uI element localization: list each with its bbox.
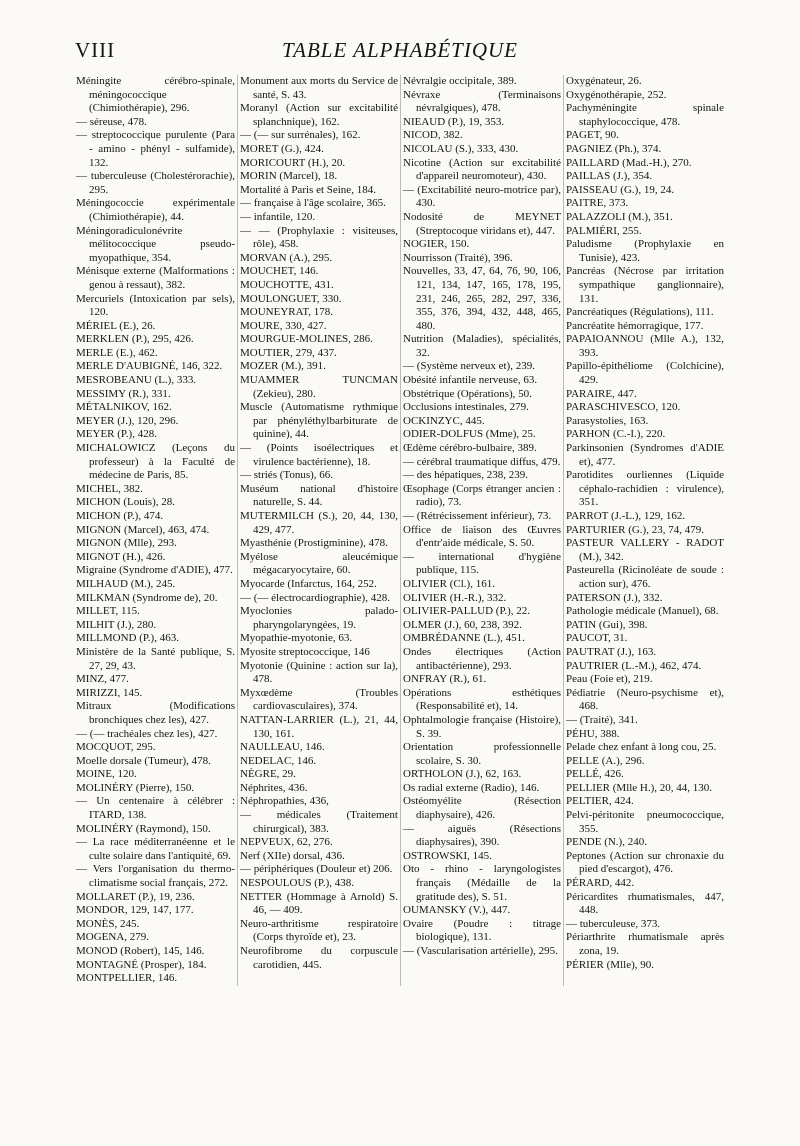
- index-entry: — (Rétrécissement inférieur), 73.: [403, 510, 552, 522]
- index-entry: Neuro-arthritisme respiratoire (Corps thyroïde et), 23.: [240, 917, 398, 944]
- index-entry: Ovaire (Poudre : titrage biologique), 131.: [403, 917, 561, 944]
- index-entry: — cérébral traumatique diffus, 479.: [403, 455, 561, 468]
- index-entry: Moranyl (Action sur excitabilité splanchnique), 162.: [240, 102, 398, 128]
- index-entry: — (Excitabilité neuro-motrice par), 430.: [403, 183, 561, 210]
- index-entry: ONFRAY (R.), 61.: [403, 673, 487, 686]
- page-number: VIII: [75, 38, 116, 62]
- index-entry: MIRIZZI, 145.: [76, 686, 143, 699]
- index-entry: Péricardites rhumatismales, 447, 448.: [566, 890, 724, 917]
- index-entry: MIGNON (Mlle), 293.: [76, 537, 177, 550]
- index-entry: Oto - rhino - laryngologistes français (Médaille de la gratitude des), S. 51.: [403, 863, 561, 903]
- index-entry: — — (Prophylaxie : visiteuses, rôle), 458.: [240, 224, 398, 251]
- index-entry: PAGET, 90.: [566, 129, 619, 142]
- index-entry: PAUTRAT (J.), 163.: [566, 645, 657, 658]
- index-entry: NOGIER, 150.: [403, 238, 470, 251]
- index-entry: Pancréas (Nécrose par irritation sympathique ganglionnaire), 131.: [566, 265, 724, 305]
- index-entry: — séreuse, 478.: [76, 115, 147, 128]
- index-entry: — (Vascularisation artérielle), 295.: [403, 945, 558, 957]
- index-entry: — médicales (Traitement chirurgical), 383.: [240, 809, 398, 835]
- index-entry: Paludisme (Prophylaxie en Tunisie), 423.: [566, 238, 724, 264]
- index-entry: Nerf (XIIe) dorsal, 436.: [240, 849, 345, 862]
- index-entry: OCKINZYC, 445.: [403, 414, 485, 427]
- index-entry: Nodosité de MEYNET (Streptocoque viridans et), 447.: [403, 210, 561, 237]
- index-entry: OLIVIER (H.-R.), 332.: [403, 591, 507, 604]
- index-entry: OUMANSKY (V.), 447.: [403, 904, 511, 917]
- index-entry: Neurofibrome du corpuscule carotidien, 445.: [240, 945, 398, 971]
- index-entry: MOUTIER, 279, 437.: [240, 346, 337, 359]
- index-entry: MONDOR, 129, 147, 177.: [76, 904, 194, 917]
- index-entry: — tuberculeuse, 373.: [566, 917, 661, 930]
- index-entry: PASTEUR VALLERY - RADOT (M.), 342.: [566, 537, 724, 563]
- index-entry: MILLMOND (P.), 463.: [76, 632, 179, 645]
- index-entry: Myélose aleucémique mégacaryocytaire, 60.: [240, 550, 398, 577]
- index-entry: Nouvelles, 33, 47, 64, 76, 90, 106, 121, 134, 147, 165, 178, 195, 231, 246, 265, 282, 297, 336, 355, 376, 394, 432, 448, 465, 480.: [403, 265, 561, 332]
- index-entry: PÉHU, 388.: [566, 727, 620, 740]
- index-entry: MICHALOWICZ (Leçons du professeur) à la Faculté de médecine de Paris, 85.: [76, 442, 235, 482]
- index-entry: Pelade chez enfant à long cou, 25.: [566, 741, 717, 754]
- index-entry: MIGNOT (H.), 426.: [76, 550, 166, 563]
- index-entry: PAILLARD (Mad.-H.), 270.: [566, 156, 692, 169]
- index-entry: Parkinsonien (Syndromes d'ADIE et), 477.: [566, 442, 724, 468]
- index-entry: Ophtalmologie française (Histoire), S. 39.: [403, 713, 561, 740]
- index-entry: Peptones (Action sur chronaxie du pied d'escargot), 476.: [566, 849, 724, 876]
- index-entry: Pédiatrie (Neuro-psychisme et), 468.: [566, 686, 724, 713]
- index-entry: Névraxe (Terminaisons névralgiques), 478.: [403, 88, 561, 115]
- index-entry: Muscle (Automatisme rythmique par phényléthylbarbiturate de quinine), 44.: [240, 401, 398, 441]
- index-entry: MOURE, 330, 427.: [240, 319, 327, 332]
- index-entry: Muséum national d'histoire naturelle, S. 44.: [240, 482, 398, 509]
- index-entry: Mortalité à Paris et Seine, 184.: [240, 183, 376, 196]
- index-entry: PAISSEAU (G.), 19, 24.: [566, 183, 675, 196]
- index-entry: Monument aux morts du Service de santé, S. 43.: [240, 75, 398, 101]
- index-entry: MOINE, 120.: [76, 768, 137, 781]
- index-entry: Pasteurella (Ricinoléate de soude : action sur), 476.: [566, 564, 724, 590]
- index-entry: PENDE (N.), 240.: [566, 836, 647, 849]
- index-entry: MESROBEANU (L.), 333.: [76, 374, 197, 387]
- index-entry: PELLÉ, 426.: [566, 768, 624, 781]
- index-entry: NEPVEUX, 62, 276.: [240, 836, 333, 849]
- index-entry: MOULONGUET, 330.: [240, 292, 342, 305]
- index-entry: MOCQUOT, 295.: [76, 741, 156, 754]
- index-entry: MOUNEYRAT, 178.: [240, 306, 333, 319]
- index-entry: Pachyméningite spinale staphylococcique, 478.: [566, 102, 724, 128]
- index-entry: MIGNON (Marcel), 463, 474.: [76, 523, 210, 536]
- index-entry: MILHAUD (M.), 245.: [76, 577, 176, 590]
- index-entry: MILLET, 115.: [76, 605, 140, 618]
- index-entry: NÈGRE, 29.: [240, 768, 296, 781]
- index-column-3: [400, 75, 563, 986]
- index-entry: — (— électrocardiographie), 428.: [240, 591, 390, 604]
- index-entry: Myotonie (Quinine : action sur la), 478.: [240, 659, 398, 686]
- index-entry: PAUTRIER (L.-M.), 462, 474.: [566, 659, 702, 672]
- index-entry: MOUCHET, 146.: [240, 265, 319, 278]
- index-entry: NICOD, 382.: [403, 129, 463, 142]
- index-entry: — aiguës (Résections diaphysaires), 390.: [403, 822, 561, 849]
- index-entry: — infantile, 120.: [240, 210, 316, 223]
- index-entry: MORIN (Marcel), 18.: [240, 170, 338, 183]
- index-entry: — (— trachéales chez les), 427.: [76, 727, 218, 740]
- index-entry: — Un centenaire à célébrer : ITARD, 138.: [76, 795, 235, 822]
- index-entry: Pancréatiques (Régulations), 111.: [566, 306, 714, 319]
- index-entry: PARASCHIVESCO, 120.: [566, 401, 681, 414]
- index-entry: MICHEL, 382.: [76, 482, 143, 495]
- index-entry: OLIVIER (Cl.), 161.: [403, 577, 495, 590]
- index-entry: — des hépatiques, 238, 239.: [403, 469, 528, 482]
- index-entry: Moelle dorsale (Tumeur), 478.: [76, 754, 211, 767]
- index-entry: MONOD (Robert), 145, 146.: [76, 945, 205, 957]
- index-entry: MONTAGNÉ (Prosper), 184.: [76, 958, 207, 971]
- index-entry: MOGENA, 279.: [76, 931, 150, 944]
- index-entry: Oxygénothérapie, 252.: [566, 88, 667, 101]
- index-entry: PARTURIER (G.), 23, 74, 479.: [566, 523, 704, 536]
- index-entry: Migraine (Syndrome d'ADIE), 477.: [76, 564, 233, 577]
- index-entry: MERKLEN (P.), 295, 426.: [76, 333, 194, 346]
- index-entry: — streptococcique purulente (Para - amino - phényl - sulfamide), 132.: [76, 129, 235, 169]
- index-entry: MOLLARET (P.), 19, 236.: [76, 890, 195, 903]
- index-entry: MERLE D'AUBIGNÉ, 146, 322.: [76, 360, 223, 373]
- index-entry: — international d'hygiène publique, 115.: [403, 550, 561, 577]
- index-entry: MERLE (E.), 462.: [76, 346, 158, 359]
- index-entry: — périphériques (Douleur et) 206.: [240, 863, 393, 876]
- index-entry: MOURGUE-MOLINES, 286.: [240, 333, 373, 346]
- index-entry: PÉRIER (Mlle), 90.: [566, 958, 654, 971]
- index-entry: PAUCOT, 31.: [566, 632, 628, 645]
- index-entry: PAPAIOANNOU (Mlle A.), 132, 393.: [566, 333, 724, 359]
- index-entry: MEYER (P.), 428.: [76, 428, 157, 441]
- index-entry: Peau (Foie et), 219.: [566, 673, 653, 686]
- index-entry: OSTROWSKI, 145.: [403, 849, 492, 862]
- index-entry: PAILLAS (J.), 354.: [566, 170, 653, 183]
- index-entry: Ondes électriques (Action antibactérienne), 293.: [403, 645, 561, 672]
- index-entry: Occlusions intestinales, 279.: [403, 401, 529, 414]
- index-entry: ODIER-DOLFUS (Mme), 25.: [403, 428, 536, 441]
- index-entry: MORICOURT (H.), 20.: [240, 156, 346, 169]
- index-entry: Myocarde (Infarctus, 164, 252.: [240, 577, 377, 590]
- index-entry: MONTPELLIER, 146.: [76, 972, 178, 985]
- index-entry: PELLIER (Mlle H.), 20, 44, 130.: [566, 781, 713, 794]
- index-entry: ORTHOLON (J.), 62, 163.: [403, 768, 522, 781]
- index-entry: — La race méditerranéenne et le culte solaire dans l'antiquité, 69.: [76, 836, 235, 862]
- index-entry: Myoclonies palado-pharyngolaryngées, 19.: [240, 605, 398, 631]
- index-entry: PATERSON (J.), 332.: [566, 591, 663, 604]
- index-entry: Parotidites ourliennes (Liquide céphalo-rachidien : virulence), 351.: [566, 469, 724, 509]
- index-entry: Myosite streptococcique, 146: [240, 645, 370, 658]
- index-entry: Méningite cérébro-spinale, méningococcique (Chimiothérapie), 296.: [76, 75, 235, 115]
- index-entry: Nutrition (Maladies), spécialités, 32.: [403, 333, 561, 359]
- index-entry: NIEAUD (P.), 19, 353.: [403, 115, 505, 128]
- index-entry: MICHON (Louis), 28.: [76, 496, 175, 509]
- index-entry: — (— sur surrénales), 162.: [240, 129, 361, 142]
- index-column-4: [563, 75, 726, 986]
- index-entry: MESSIMY (R.), 331.: [76, 387, 171, 400]
- index-entry: MONÈS, 245.: [76, 917, 140, 930]
- index-entry: Nourrisson (Traité), 396.: [403, 251, 513, 264]
- index-entry: — tuberculeuse (Cholestérorachie), 295.: [76, 170, 235, 196]
- index-entry: Méningococcie expérimentale (Chimiothérapie), 44.: [76, 197, 235, 223]
- index-entry: PELTIER, 424.: [566, 795, 634, 808]
- index-entry: MICHON (P.), 474.: [76, 510, 164, 522]
- index-entry: Ostéomyélite (Résection diaphysaire), 426.: [403, 795, 561, 822]
- index-entry: MORET (G.), 424.: [240, 142, 324, 155]
- index-entry: NESPOULOUS (P.), 438.: [240, 877, 354, 890]
- index-entry: Néphrites, 436.: [240, 781, 308, 794]
- index-entry: Pathologie médicale (Manuel), 68.: [566, 605, 719, 618]
- index-entry: MILKMAN (Syndrome de), 20.: [76, 591, 218, 604]
- index-entry: PATIN (Gui), 398.: [566, 618, 648, 631]
- index-entry: MOLINÉRY (Raymond), 150.: [76, 822, 211, 835]
- index-entry: MÉTALNIKOV, 162.: [76, 401, 172, 414]
- index-entry: — striés (Tonus), 66.: [240, 469, 334, 482]
- index-entry: — (Traité), 341.: [566, 713, 638, 726]
- index-entry: Office de liaison des Œuvres d'entr'aide médicale, S. 50.: [403, 523, 561, 550]
- index-columns: [74, 75, 734, 986]
- index-entry: PALAZZOLI (M.), 351.: [566, 210, 673, 223]
- index-entry: PAITRE, 373.: [566, 197, 629, 210]
- index-entry: PARAIRE, 447.: [566, 387, 637, 400]
- index-entry: — (Système nerveux et), 239.: [403, 360, 535, 373]
- index-entry: PARHON (C.-I.), 220.: [566, 428, 666, 441]
- index-column-2: [237, 75, 400, 986]
- index-entry: MOUCHOTTE, 431.: [240, 278, 334, 291]
- index-entry: PÉRARD, 442.: [566, 877, 635, 890]
- index-entry: PAGNIEZ (Ph.), 374.: [566, 142, 662, 155]
- index-entry: Myasthénie (Prostigminine), 478.: [240, 537, 388, 550]
- index-entry: PELLE (A.), 296.: [566, 754, 645, 767]
- index-entry: PARROT (J.-L.), 129, 162.: [566, 510, 686, 522]
- page-title: TABLE ALPHABÉTIQUE: [282, 38, 518, 62]
- index-entry: NICOLAU (S.), 333, 430.: [403, 142, 519, 155]
- index-entry: Obstétrique (Opérations), 50.: [403, 387, 532, 400]
- index-entry: PALMIÉRI, 255.: [566, 224, 642, 237]
- index-entry: Névralgie occipitale, 389.: [403, 75, 517, 87]
- index-entry: Mitraux (Modifications bronchiques chez les), 427.: [76, 700, 235, 726]
- index-entry: MILHIT (J.), 280.: [76, 618, 157, 631]
- index-entry: Néphropathies, 436,: [240, 795, 329, 808]
- index-entry: — française à l'âge scolaire, 365.: [240, 197, 386, 210]
- index-entry: Pelvi-péritonite pneumococcique, 355.: [566, 809, 724, 835]
- index-entry: MÉRIEL (E.), 26.: [76, 319, 156, 332]
- index-entry: MUTERMILCH (S.), 20, 44, 130, 429, 477.: [240, 510, 398, 536]
- index-entry: OLMER (J.), 60, 238, 392.: [403, 618, 522, 631]
- index-entry: Papillo-épithéliome (Colchicine), 429.: [566, 360, 724, 387]
- index-entry: — (Points isoélectriques et virulence bactérienne), 18.: [240, 442, 398, 468]
- index-entry: Obésité infantile nerveuse, 63.: [403, 374, 538, 387]
- index-entry: Périarthrite rhumatismale après zona, 19.: [566, 931, 724, 957]
- index-entry: Myopathie-myotonie, 63.: [240, 632, 353, 645]
- index-entry: MEYER (J.), 120, 296.: [76, 414, 179, 427]
- index-column-1: [74, 75, 237, 986]
- index-entry: Oxygénateur, 26.: [566, 75, 642, 87]
- index-entry: Parasystolies, 163.: [566, 414, 649, 427]
- index-entry: NEDELAC, 146.: [240, 754, 317, 767]
- index-entry: Nicotine (Action sur excitabilité d'appareil neuromoteur), 430.: [403, 156, 561, 183]
- index-entry: Œdème cérébro-bulbaire, 389.: [403, 442, 537, 455]
- index-entry: Opérations esthétiques (Responsabilité et), 14.: [403, 686, 561, 713]
- index-entry: OLIVIER-PALLUD (P.), 22.: [403, 605, 531, 618]
- index-entry: MOLINÉRY (Pierre), 150.: [76, 781, 195, 794]
- index-entry: Ménisque externe (Malformations : genou à ressaut), 382.: [76, 265, 235, 291]
- index-entry: NETTER (Hommage à Arnold) S. 46, — 409.: [240, 890, 398, 917]
- index-entry: MORVAN (A.), 295.: [240, 251, 333, 264]
- index-entry: Os radial externe (Radio), 146.: [403, 781, 540, 794]
- index-entry: OMBRÉDANNE (L.), 451.: [403, 632, 525, 645]
- index-entry: Œsophage (Corps étranger ancien : radio), 73.: [403, 482, 561, 509]
- index-entry: MINZ, 477.: [76, 673, 129, 686]
- index-entry: MUAMMER TUNCMAN (Zekieu), 280.: [240, 374, 398, 400]
- index-entry: Mercuriels (Intoxication par sels), 120.: [76, 292, 235, 319]
- index-entry: NAULLEAU, 146.: [240, 741, 325, 754]
- index-entry: Méningoradiculonévrite mélitococcique pseudo-myopathique, 354.: [76, 224, 235, 264]
- index-entry: MOZER (M.), 391.: [240, 360, 326, 373]
- index-entry: Pancréatite hémorragique, 177.: [566, 319, 704, 332]
- index-entry: NATTAN-LARRIER (L.), 21, 44, 130, 161.: [240, 713, 398, 740]
- index-entry: — Vers l'organisation du thermo-climatisme social français, 272.: [76, 863, 235, 890]
- index-entry: Orientation professionnelle scolaire, S. 30.: [403, 741, 561, 767]
- index-entry: Myxœdème (Troubles cardiovasculaires), 374.: [240, 686, 398, 713]
- index-entry: Ministère de la Santé publique, S. 27, 29, 43.: [76, 645, 235, 672]
